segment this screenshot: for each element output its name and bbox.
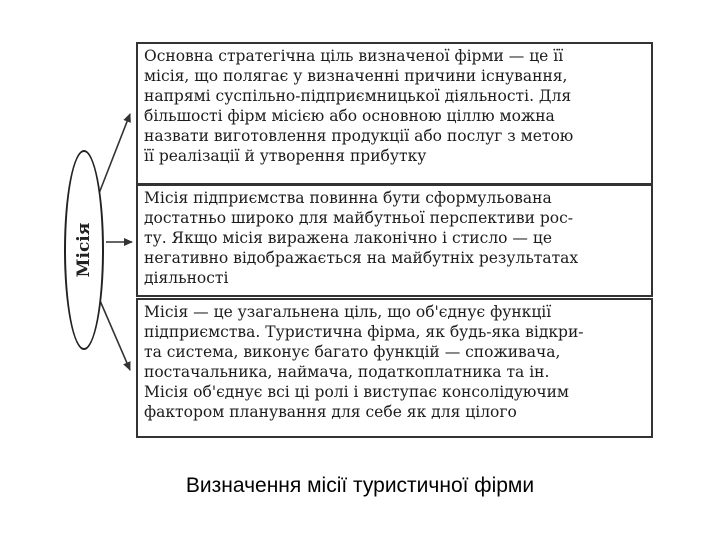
box-1-line-6: її реалізації й утворення прибутку [144,147,427,165]
mission-ellipse [64,150,104,350]
arrow-to-box-1 [98,114,130,196]
box-1-line-3: напрямі суспільно-підприємницької діяльності. Для [144,87,572,105]
definition-box-1 [136,42,653,185]
box-3-line-6: фактором планування для себе як для цілого [144,403,517,421]
box-2-line-1: Місія підприємства повинна бути сформульована [144,189,552,207]
box-1-line-1: Основна стратегічна ціль визначеної фірми — це її [144,47,564,65]
definition-box-3 [136,298,653,438]
box-3-line-5: Місія об'єднує всі ці ролі і виступає консолідуючим [144,383,569,401]
mission-label: Місія [74,222,94,278]
box-1-line-5: назвати виготовлення продукції або послуг з метою [144,127,574,145]
definition-box-2 [136,184,653,297]
box-3-line-3: та система, виконує багато функцій — споживача, [144,343,561,361]
box-3-line-4: постачальника, наймача, податкоплатника та ін. [144,363,550,381]
box-2-line-4: негативно відображається на майбутніх результатах [144,249,579,267]
box-3-line-2: підприємства. Туристична фірма, як будь-яка відкри- [144,323,584,341]
slide-caption: Визначення місії туристичної фірми [185,474,535,497]
box-1-line-2: місія, що полягає у визначенні причини існування, [144,67,568,85]
box-3-line-1: Місія — це узагальнена ціль, що об'єднує функції [144,303,552,321]
box-2-line-5: діяльності [144,269,229,287]
box-2-line-2: достатньо широко для майбутньої перспективи рос- [144,209,574,227]
box-2-line-3: ту. Якщо місія виражена лаконічно і стисло — це [144,229,552,247]
arrow-to-box-3 [98,296,130,370]
box-1-line-4: більшості фірм місією або основною ціллю можна [144,107,555,125]
